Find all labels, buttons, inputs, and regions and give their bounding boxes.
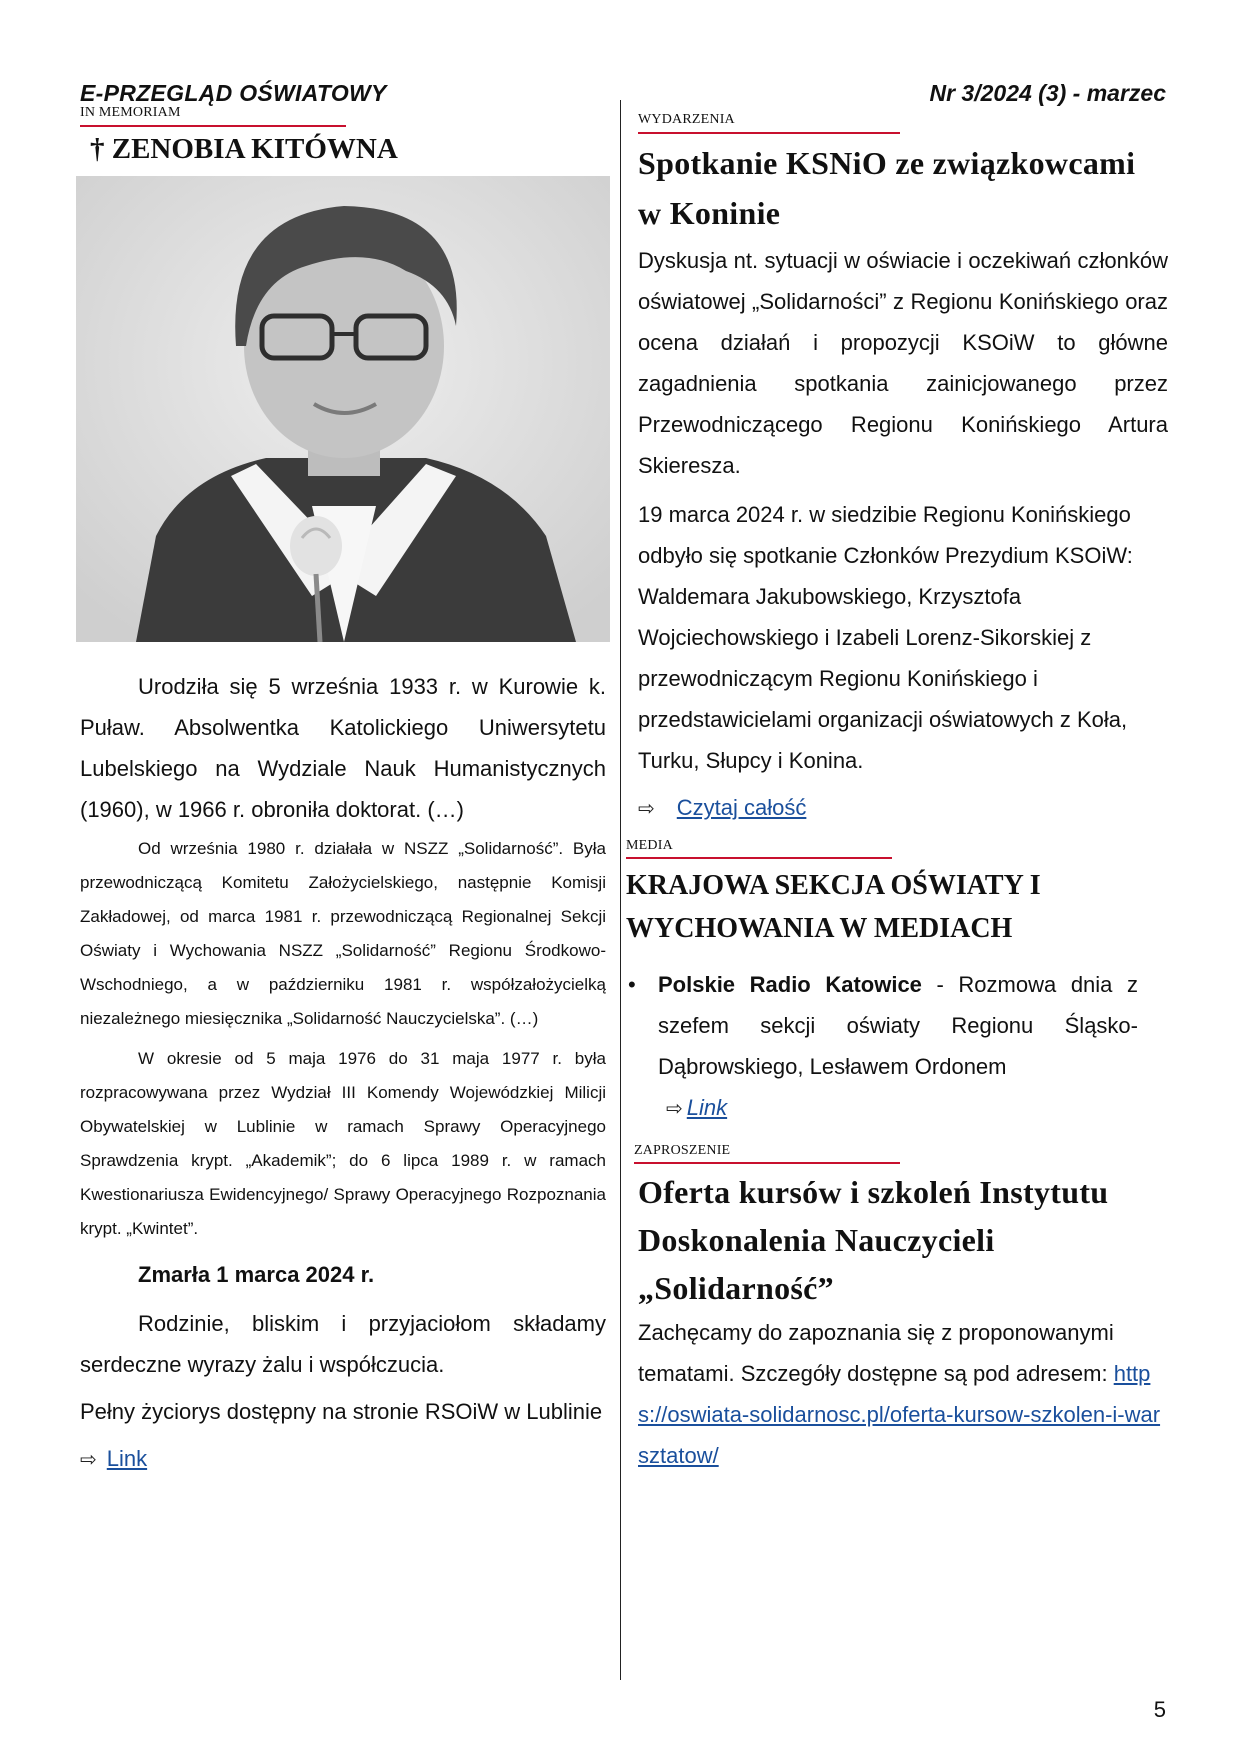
media-outlet: Polskie Radio Katowice [658,972,922,997]
invitation-description: Zachęcamy do zapoznania się z proponowanymi tematami. Szczegóły dostępne są pod adresem: [638,1320,1114,1386]
courses-url-link[interactable]: https://oswiata-solidarnosc.pl/oferta-kursow-szkolen-i-warsztatow/ [638,1361,1161,1468]
category-underline [638,132,900,134]
category-invitation: ZAPROSZENIE [634,1143,731,1158]
category-media: MEDIA [626,838,673,853]
arrow-right-icon: ⇨ [666,1098,683,1120]
list-item [626,964,1138,1130]
invitation-text [638,1312,1168,1476]
category-underline [634,1162,900,1164]
condolences: Rodzinie, bliskim i przyjaciołom składamy serdeczne wyrazy żalu i współczucia. [80,1311,606,1377]
obituary-paragraph-solidarity: Od września 1980 r. działała w NSZZ „Solidarność”. Była przewodniczącą Komitetu Założycielskiego, następnie Komisji Zakładowej, od marca 1981 r. przewodniczącą Regionalnej Sekcji Oświaty i Wychowania NSZZ „Solidarność” Regionu Środkowo-Wschodniego, a w październiku 1981 r. współzałożycielką niezależnego miesięcznika „Solidarność Nauczycielska”. (…) [80,839,606,1028]
biography-link[interactable]: Link [106,1446,148,1471]
media-link-row [658,1087,1138,1130]
events-lead: Dyskusja nt. sytuacji w oświacie i oczekiwań członków oświatowej „Solidarności” z Regionu Konińskiego oraz ocena działań i propozycji KSOiW to główne zagadnienia spotkania zainicjowanego przez Przewodniczącego Regionu Konińskiego Artura Skieresza. [638,248,1168,478]
events-headline: Spotkanie KSNiO ze związkowcami w Koninie [638,145,1136,231]
media-description: - Rozmowa dnia z szefem sekcji oświaty Regionu Śląsko-Dąbrowskiego, Lesławem Ordonem [658,972,1138,1079]
category-in-memoriam: IN MEMORIAM [80,105,181,120]
events-link-row [638,787,1168,830]
arrow-right-icon: ⇨ [80,1449,97,1471]
portrait-photo [76,176,610,642]
events-paragraph: 19 marca 2024 r. w siedzibie Regionu Konińskiego odbyło się spotkanie Członków Prezydium KSOiW: Waldemara Jakubowskiego, Krzysztofa Wojciechowskiego i Izabeli Lorenz-Sikorskiej z przewodniczącym Regionu Konińskiego i przedstawicielami organizacji oświatowych z Koła, Turku, Słupcy i Konina. [638,502,1133,773]
publication-title: E-PRZEGLĄD OŚWIATOWY [80,80,387,106]
events-article [638,138,1168,830]
read-more-link[interactable]: Czytaj całość [676,795,807,820]
biography-link-row [80,1438,606,1481]
obituary-title: † ZENOBIA KITÓWNA [90,133,398,165]
obituary-paragraph-birth: Urodziła się 5 września 1933 r. w Kurowie k. Puław. Absolwentka Katolickiego Uniwersytetu Lubelskiego na Wydziale Nauk Humanistycznych (1960), w 1966 r. obroniła doktorat. (…) [80,674,606,822]
obituary-body [80,666,606,1481]
full-biography-note: Pełny życiorys dostępny na stronie RSOiW w Lublinie [80,1399,603,1424]
category-underline [80,125,346,127]
issue-number: Nr 3/2024 (3) - marzec [929,80,1166,106]
media-article [626,864,1156,1130]
page-number: 5 [1153,1697,1166,1722]
obituary-paragraph-surveillance: W okresie od 5 maja 1976 do 31 maja 1977 r. była rozpracowywana przez Wydział III Komendy Wojewódzkiej Milicji Obywatelskiej w Lublinie w ramach Sprawy Operacyjnego Sprawdzenia krypt. „Akademik”; do 6 lipca 1989 r. w ramach Kwestionariusza Ewidencyjnego/ Sprawy Operacyjnego Rozpoznania krypt. „Kwintet”. [80,1049,606,1238]
invitation-article [638,1168,1168,1476]
arrow-right-icon: ⇨ [638,798,655,820]
date-of-death: Zmarła 1 marca 2024 r. [138,1262,375,1287]
category-underline [626,857,892,859]
invitation-headline: Oferta kursów i szkoleń Instytutu Doskonalenia Nauczycieli „Solidarność” [638,1174,1109,1306]
media-headline: KRAJOWA SEKCJA OŚWIATY I WYCHOWANIA W MEDIACH [626,870,1041,944]
column-divider [620,100,621,1680]
media-list [626,964,1156,1130]
category-events: WYDARZENIA [638,112,735,127]
media-link[interactable]: Link [686,1095,728,1120]
